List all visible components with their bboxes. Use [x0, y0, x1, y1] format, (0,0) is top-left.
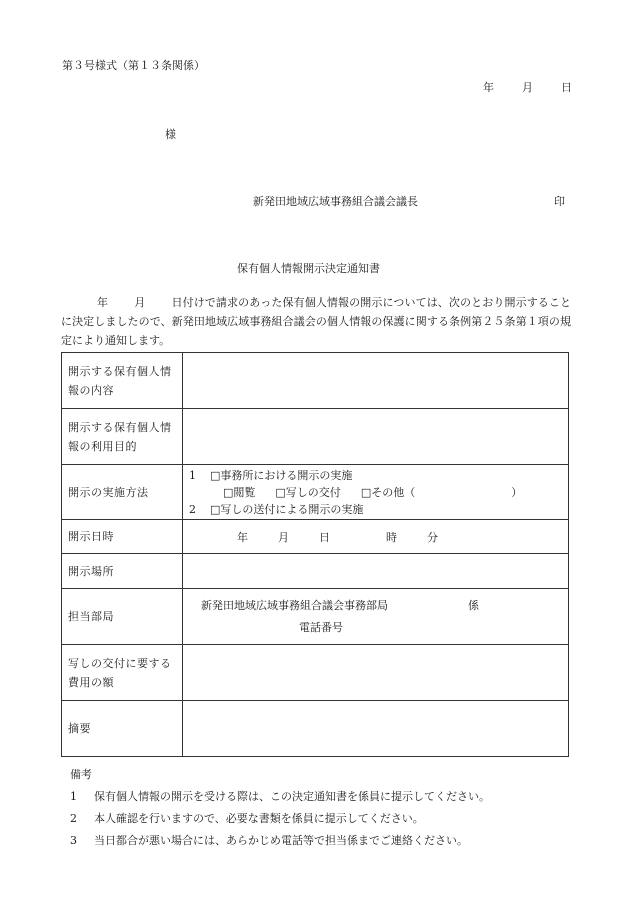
other-close-paren: ） — [511, 485, 523, 499]
table-row — [62, 465, 569, 520]
date-value-cell[interactable] — [183, 520, 569, 554]
dept-office: 新発田地域広域事務組合議会事務部局 — [201, 598, 388, 612]
disclosure-minute: 分 — [427, 530, 438, 544]
remark-text: 本人確認を行いますので、必要な書類を係員に提示してください。 — [94, 812, 424, 825]
dept-phone-label[interactable]: 電話番号 — [299, 620, 343, 634]
remarks-heading: 備考 — [70, 768, 92, 781]
content-value-cell[interactable] — [183, 353, 569, 409]
place-label: 開示場所 — [62, 554, 183, 589]
fee-value-cell[interactable] — [183, 645, 569, 701]
date-placeholders — [189, 531, 438, 544]
remark-number: 3 — [70, 834, 77, 847]
option-1-number: 1 — [189, 468, 196, 482]
dept-label: 担当部局 — [62, 589, 183, 645]
seal-mark: 印 — [554, 195, 565, 208]
table-row — [62, 554, 569, 589]
table-row — [62, 520, 569, 554]
remark-item — [70, 810, 424, 826]
remark-number: 1 — [70, 790, 77, 803]
method-value-cell — [183, 465, 569, 520]
body-year: 年 — [97, 296, 109, 309]
date-label: 開示日時 — [62, 520, 183, 554]
remark-item — [70, 788, 490, 804]
notes-label: 摘要 — [62, 701, 183, 757]
method-sub-options — [189, 484, 562, 501]
disclosure-year: 年 — [237, 530, 248, 544]
view-checkbox[interactable]: □閲覧 — [223, 485, 256, 499]
date-year-label: 年 — [483, 81, 494, 94]
method-option-1 — [189, 467, 562, 484]
sender-line — [253, 193, 565, 209]
addressee-suffix: 様 — [165, 128, 176, 141]
other-checkbox[interactable]: □その他（ — [360, 485, 416, 499]
notes-value-cell[interactable] — [183, 701, 569, 757]
date-day-label: 日 — [561, 81, 572, 94]
disclosure-day: 日 — [319, 530, 330, 544]
remark-text: 保有個人情報の開示を受ける際は、この決定通知書を係員に提示してください。 — [94, 790, 490, 803]
place-value-cell[interactable] — [183, 554, 569, 589]
dept-section[interactable]: 係 — [468, 598, 479, 612]
table-row — [62, 645, 569, 701]
remark-item — [70, 832, 468, 848]
purpose-value-cell[interactable] — [183, 409, 569, 465]
table-row — [62, 589, 569, 645]
onsite-disclosure-checkbox[interactable]: □事務所における開示の実施 — [210, 468, 353, 482]
table-row — [62, 353, 569, 409]
notice-body — [61, 293, 571, 350]
method-option-2 — [189, 501, 562, 518]
dept-phone-line — [189, 617, 562, 639]
dept-value-cell — [183, 589, 569, 645]
form-number-label: 第３号様式（第１３条関係） — [62, 59, 205, 72]
option-2-number: 2 — [189, 502, 196, 516]
disclosure-hour: 時 — [386, 530, 397, 544]
remark-text: 当日都合が悪い場合には、あらかじめ電話等で担当係までご連絡ください。 — [94, 834, 468, 847]
disclosure-details-table — [61, 352, 569, 757]
sender-title: 新発田地域広域事務組合議会議長 — [253, 195, 418, 208]
body-text: 日付けで請求のあった保有個人情報の開示については、次のとおり開示することに決定しましたので、新発田地域広域事務組合議会の個人情報の保護に関する条例第２５条第１項の規定により通知します。 — [61, 296, 572, 347]
date-month-label: 月 — [522, 81, 533, 94]
disclosure-month: 月 — [278, 530, 289, 544]
purpose-label: 開示する保有個人情報の利用目的 — [62, 409, 183, 465]
dept-office-line — [189, 595, 562, 617]
table-row — [62, 701, 569, 757]
method-label: 開示の実施方法 — [62, 465, 183, 520]
copy-checkbox[interactable]: □写しの交付 — [275, 485, 341, 499]
remark-number: 2 — [70, 812, 77, 825]
fee-label: 写しの交付に要する費用の額 — [62, 645, 183, 701]
body-month: 月 — [134, 296, 146, 309]
content-label: 開示する保有個人情報の内容 — [62, 353, 183, 409]
mail-copy-checkbox[interactable]: □写しの送付による開示の実施 — [210, 502, 364, 516]
document-title: 保有個人情報開示決定通知書 — [237, 262, 380, 275]
table-row — [62, 409, 569, 465]
issue-date-line — [483, 79, 572, 95]
